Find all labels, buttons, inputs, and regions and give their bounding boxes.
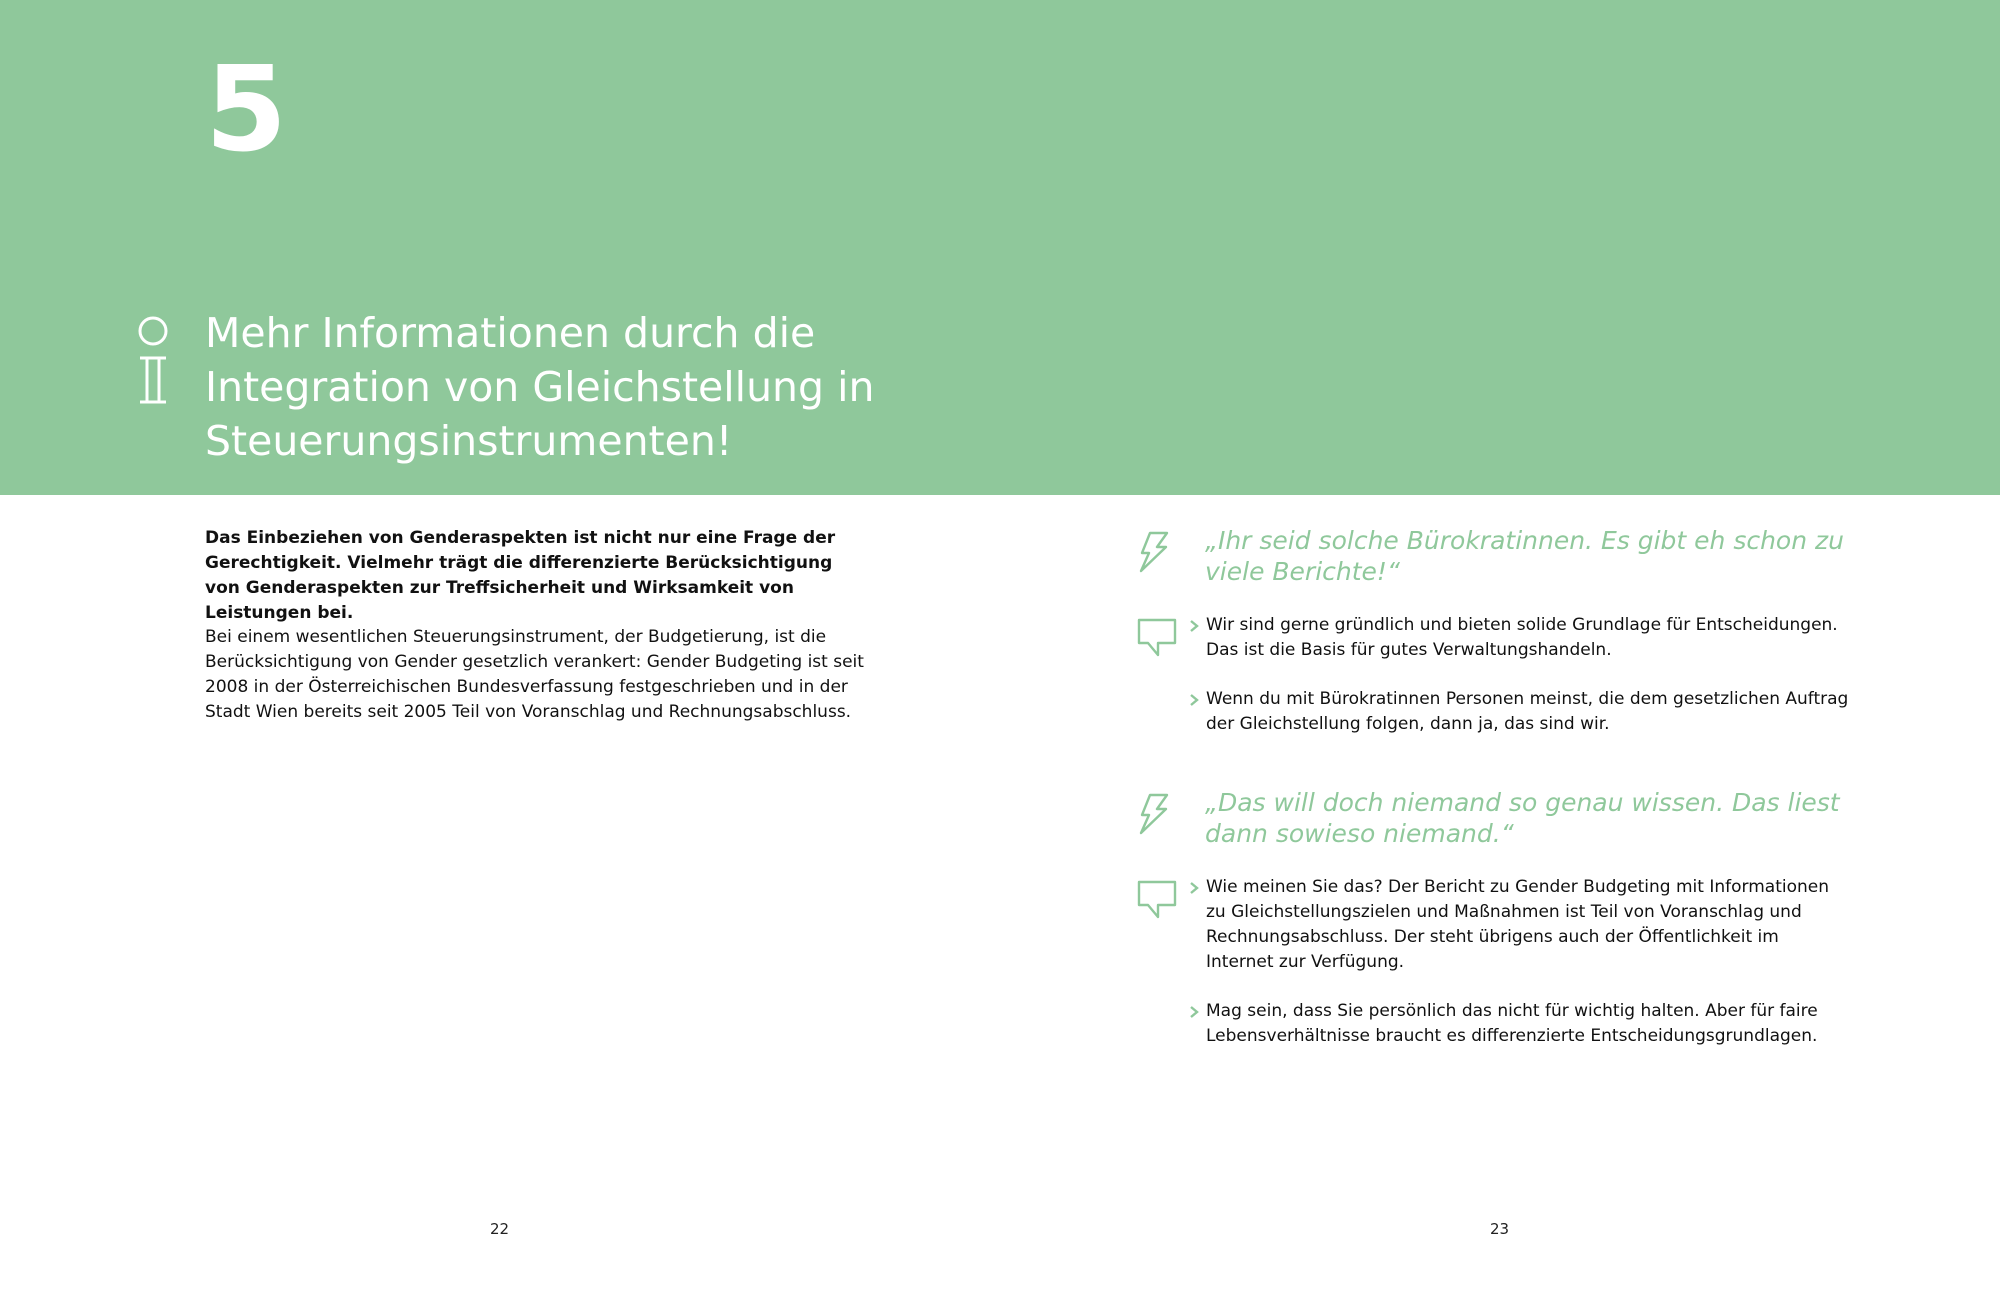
- answer-item: [1189, 875, 1849, 975]
- chapter-number: 5: [205, 40, 288, 178]
- page-number-right: 23: [1490, 1220, 1510, 1238]
- answer-text: Mag sein, dass Sie persönlich das nicht für wichtig halten. Aber für faire Lebensverhältnisse braucht es differenzierte Entscheidungsgrundlagen.: [1206, 1001, 1818, 1046]
- chapter-title: Mehr Informationen durch die Integration von Gleichstellung in Steuerungsinstrumenten!: [205, 309, 875, 465]
- objection-quote: „Das will doch niemand so genau wissen. Das liest dann sowieso niemand.“: [1205, 788, 1840, 848]
- speech-bubble-icon: [1137, 880, 1177, 920]
- lightning-icon: [1137, 793, 1170, 835]
- chevron-right-icon: [1189, 1005, 1199, 1019]
- speech-bubble-icon: [1137, 618, 1177, 658]
- answer-item: [1189, 613, 1849, 663]
- info-icon: [128, 314, 178, 404]
- chevron-right-icon: [1189, 619, 1199, 633]
- chevron-right-icon: [1189, 693, 1199, 707]
- body-paragraph: Bei einem wesentlichen Steuerungsinstrument, der Budgetierung, ist die Berücksichtigung von Gender gesetzlich verankert: Gender Budgeting ist seit 2008 in der Österreichischen Bundesverfassung festgeschrieben und in der Stadt Wien bereits seit 2005 Teil von Voranschlag und Rechnungsabschluss.: [205, 627, 864, 722]
- chevron-right-icon: [1189, 881, 1199, 895]
- answer-text: Wenn du mit Bürokratinnen Personen meinst, die dem gesetzlichen Auftrag der Gleichstellung folgen, dann ja, das sind wir.: [1206, 689, 1849, 734]
- answer-text: Wir sind gerne gründlich und bieten solide Grundlage für Entscheidungen. Das ist die Basis für gutes Verwaltungshandeln.: [1206, 615, 1838, 660]
- lightning-icon: [1137, 531, 1170, 573]
- answer-item: [1189, 999, 1849, 1049]
- answer-item: [1189, 687, 1849, 737]
- lead-paragraph: Das Einbeziehen von Genderaspekten ist nicht nur eine Frage der Gerechtigkeit. Vielmehr trägt die differenzierte Berücksichtigung von Genderaspekten zur Treffsicherheit und Wirksamkeit von Leistungen bei.: [205, 528, 836, 623]
- objection-quote: „Ihr seid solche Bürokratinnen. Es gibt eh schon zu viele Berichte!“: [1205, 526, 1844, 586]
- page-number-left: 22: [490, 1220, 510, 1238]
- answer-text: Wie meinen Sie das? Der Bericht zu Gender Budgeting mit Informationen zu Gleichstellungszielen und Maßnahmen ist Teil von Voranschlag und Rechnungsabschluss. Der steht übrigens auch der Öffentlichkeit im Internet zur Verfügung.: [1206, 877, 1829, 972]
